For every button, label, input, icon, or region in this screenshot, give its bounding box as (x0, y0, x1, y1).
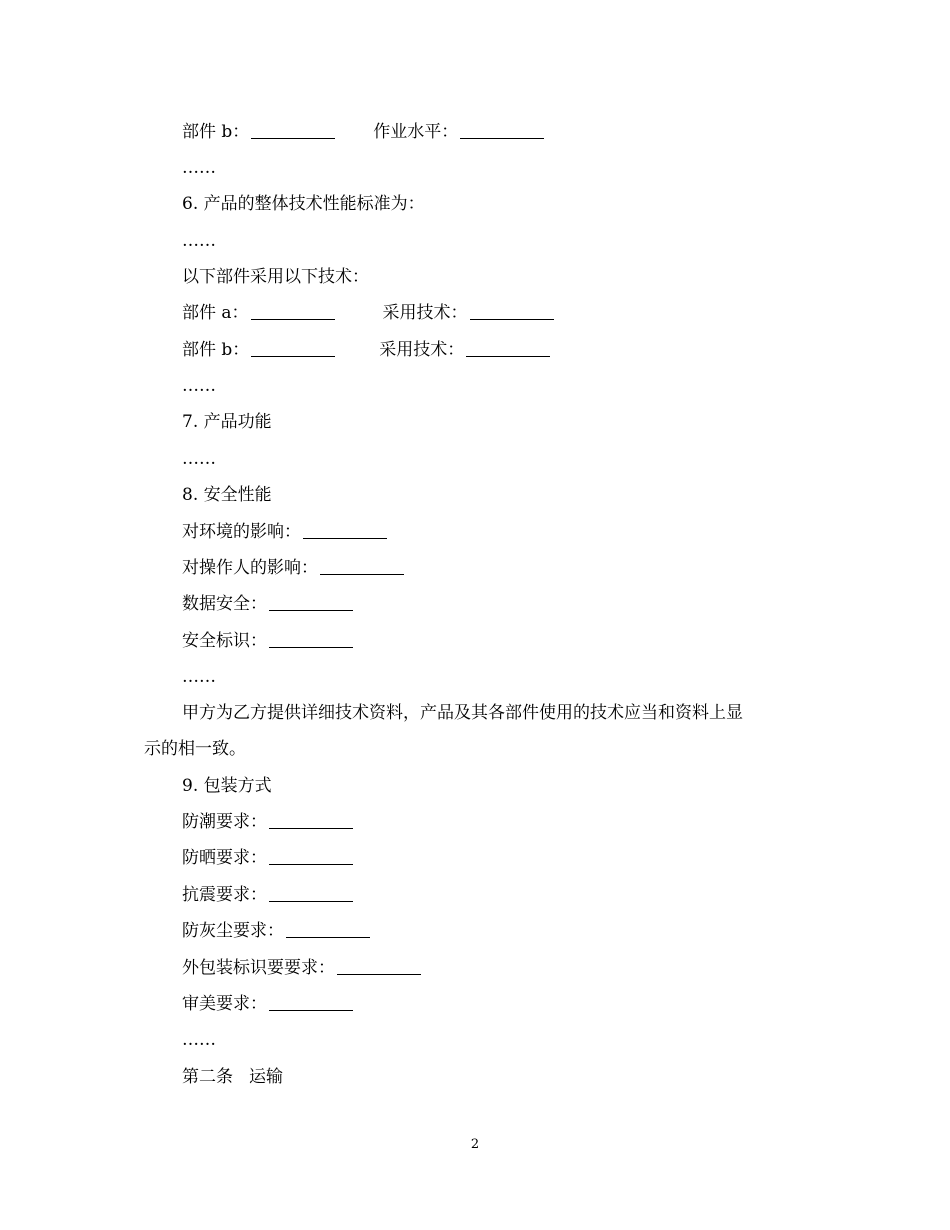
article-2-heading (182, 1065, 283, 1089)
sun-line (182, 846, 353, 870)
dust-blank (286, 921, 370, 938)
page-number: 2 (470, 1137, 480, 1152)
shock-blank (269, 885, 353, 902)
part-b-tech-blank (466, 340, 550, 357)
moisture-blank (269, 812, 353, 829)
tech-parts-intro: 以下部件采用以下技术： (182, 267, 369, 287)
env-impact-line (182, 520, 387, 544)
part-a-label: 部件 a： (182, 303, 249, 323)
part-b-blank (251, 122, 335, 139)
shock-label: 抗震要求： (182, 885, 267, 905)
dust-label: 防灰尘要求： (182, 921, 284, 941)
part-a-blank (251, 303, 335, 320)
env-impact-blank (303, 522, 387, 539)
tech-docs-paragraph-line1: 甲方为乙方提供详细技术资料，产品及其各部件使用的技术应当和资料上显 (182, 703, 743, 723)
outer-marking-line (182, 956, 421, 980)
outer-marking-blank (337, 958, 421, 975)
section-6-heading: 6. 产品的整体技术性能标准为： (182, 194, 425, 214)
operator-impact-label: 对操作人的影响： (182, 558, 318, 578)
part-a-tech-line (182, 301, 554, 325)
part-b-label-2: 部件 b： (182, 340, 250, 360)
aesthetic-blank (269, 994, 353, 1011)
sun-label: 防晒要求： (182, 848, 267, 868)
data-security-label: 数据安全： (182, 594, 267, 614)
aesthetic-line (182, 992, 353, 1016)
section-9-heading: 9. 包装方式 (182, 776, 272, 796)
safety-marking-blank (269, 631, 353, 648)
section-7-heading: 7. 产品功能 (182, 412, 272, 432)
part-b-tech-line (182, 338, 550, 362)
work-level-label: 作业水平： (373, 122, 459, 142)
env-impact-label: 对环境的影响： (182, 522, 301, 542)
part-a-tech-blank (470, 303, 554, 320)
operator-impact-blank (320, 558, 404, 575)
operator-impact-line (182, 556, 404, 580)
ellipsis-3: …… (182, 376, 216, 396)
ellipsis-5: …… (182, 667, 216, 687)
tech-docs-paragraph-line2: 示的相一致。 (144, 739, 246, 759)
part-b-blank-2 (251, 340, 335, 357)
safety-marking-line (182, 629, 353, 653)
safety-marking-label: 安全标识： (182, 631, 267, 651)
shock-line (182, 883, 353, 907)
dust-line (182, 919, 370, 943)
data-security-line (182, 592, 353, 616)
outer-marking-label: 外包装标识要要求： (182, 958, 335, 978)
moisture-line (182, 810, 353, 834)
part-b-label: 部件 b： (182, 122, 250, 142)
ellipsis-4: …… (182, 449, 216, 469)
ellipsis-2: …… (182, 231, 216, 251)
section-8-heading: 8. 安全性能 (182, 485, 272, 505)
data-security-blank (269, 594, 353, 611)
article-2-title: 运输 (249, 1067, 283, 1087)
part-b-work-level-line (182, 120, 544, 144)
part-b-tech-label: 采用技术： (379, 340, 465, 360)
part-a-tech-label: 采用技术： (382, 303, 468, 323)
moisture-label: 防潮要求： (182, 812, 267, 832)
article-2-label: 第二条 (182, 1067, 233, 1087)
ellipsis-6: …… (182, 1030, 216, 1050)
sun-blank (269, 848, 353, 865)
ellipsis-1: …… (182, 158, 216, 178)
aesthetic-label: 审美要求： (182, 994, 267, 1014)
work-level-blank (460, 122, 544, 139)
